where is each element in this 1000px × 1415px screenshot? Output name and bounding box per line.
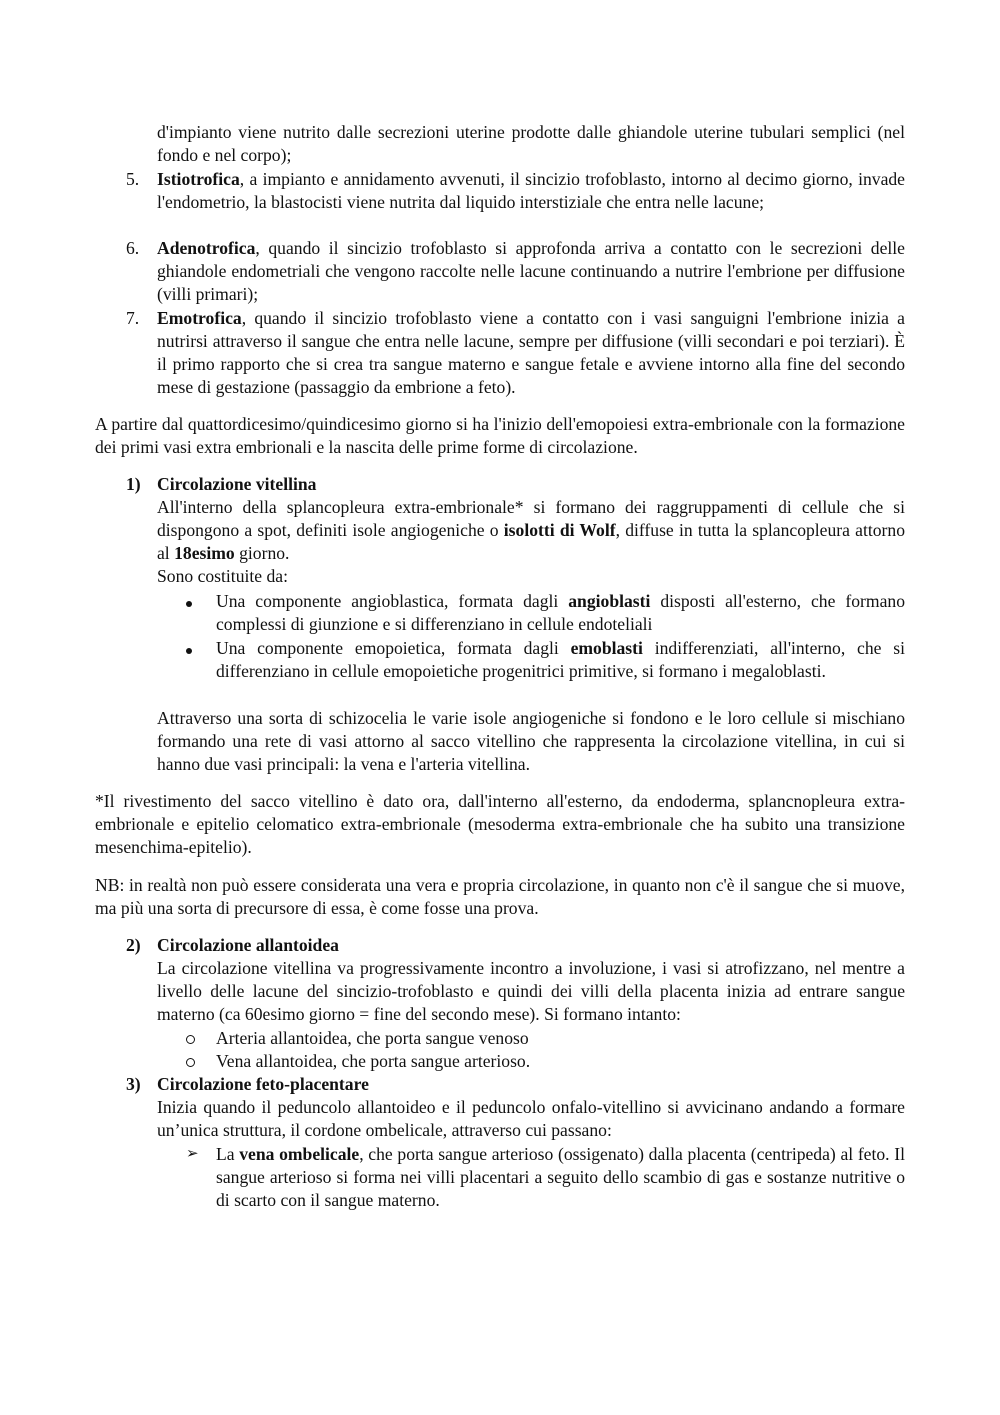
footnote-paragraph: *Il rivestimento del sacco vitellino è dato ora, dall'interno all'esterno, da endoderma, splancnopleura extra-embrionale e epitelio celomatico extra-embrionale (mesoderma extra-embrionale che ha subito una transizione mesenchima-epitelio). [95,791,905,857]
nb-paragraph: NB: in realtà non può essere considerata una vera e propria circolazione, in quanto non c'è il sangue che si muove, ma più una sorta di precursore di essa, è come fosse una prova. [95,875,905,918]
section-number: 1) [126,474,141,494]
bullet-text: Una componente emopoietica, formata dagli emoblasti indifferenziati, all'interno, che si differenziano in cellule emopoietiche progenitrici primitive, si formano i megaloblasti. [216,638,905,681]
list-continuation: d'impianto viene nutrito dalle secrezioni uterine prodotte dalle ghiandole uterine tubulari semplici (nel fondo e nel corpo); [157,122,905,165]
list-number: 7. [126,308,140,328]
arrow-bullet-icon: ➢ [186,1146,199,1162]
paragraph: All'interno della splancopleura extra-embrionale* si formano dei raggruppamenti di cellule che si dispongono a spot, definiti isole angiogeniche o isolotti di Wolf, diffuse in tutta la splancopleura attorno al 18esimo giorno. [157,497,905,563]
list-text: Emotrofica, quando il sincizio trofoblasto viene a contatto con i vasi sanguigni l'embrione inizia a nutrirsi attraverso il sangue che entra nelle lacune, sempre per diffusione (villi secondari e poi terziari). È il primo rapporto che si crea tra sangue materno e sangue fetale e avviene intorno alla fine del secondo mese di gestazione (passaggio da embrione a feto). [157,308,905,397]
section-title: Circolazione vitellina [157,474,317,494]
sub-item-text: Arteria allantoidea, che porta sangue venoso [216,1028,529,1048]
section-title: Circolazione allantoidea [157,935,339,955]
arrow-item-text: La vena ombelicale, che porta sangue arterioso (ossigenato) dalla placenta (centripeda) al feto. Il sangue arterioso si forma nei villi placentari a seguito dello scambio di gas e sostanze nutritive o di scarto con il sangue materno. [216,1144,905,1210]
term: Istiotrofica [157,169,240,189]
paragraph: Inizia quando il peduncolo allantoideo e il peduncolo onfalo-vitellino si avvicinano andando a formare un’unica struttura, il cordone ombelicale, attraverso cui passano: [157,1097,905,1140]
term: Emotrofica [157,308,242,328]
list-text: Adenotrofica, quando il sincizio trofoblasto si approfonda arriva a contatto con le secrezioni delle ghiandole endometriali che vengono raccolte nelle lacune continuando a nutrire l'embrione per diffusione (villi primari); [157,238,905,304]
paragraph: Sono costituite da: [157,566,288,586]
circle-bullet-icon [186,1027,195,1050]
paragraph: La circolazione vitellina va progressivamente incontro a involuzione, i vasi si atrofizzano, nel mentre a livello delle lacune del sincizio-trofoblasto e quindi dei villi della placenta inizia ad entrare sangue materno (ca 60esimo giorno = fine del secondo mese). Si formano intanto: [157,958,905,1024]
list-number: 6. [126,238,140,258]
section-number: 2) [126,935,141,955]
circle-bullet-icon [186,1050,195,1073]
bullet-text: Una componente angioblastica, formata dagli angioblasti disposti all'esterno, che formano complessi di giunzione e si differenziano in cellule endoteliali [216,591,905,634]
bullet-dot-icon [186,637,192,660]
intro-paragraph: A partire dal quattordicesimo/quindicesimo giorno si ha l'inizio dell'emopoiesi extra-embrionale con la formazione dei primi vasi extra embrionali e la nascita delle prime forme di circolazione. [95,414,905,457]
bullet-dot-icon [186,590,192,613]
term: Adenotrofica [157,238,256,258]
list-text: Istiotrofica, a impianto e annidamento avvenuti, il sincizio trofoblasto, intorno al decimo giorno, invade l'endometrio, la blastocisti viene nutrita dal liquido interstiziale che entra nelle lacune; [157,169,905,212]
paragraph: Attraverso una sorta di schizocelia le varie isole angiogeniche si fondono e le loro cellule si mischiano formando una rete di vasi attorno al sacco vitellino che rappresenta la circolazione vitellina, in cui si hanno due vasi principali: la vena e l'arteria vitellina. [157,708,905,774]
list-number: 5. [126,169,140,189]
sub-item-text: Vena allantoidea, che porta sangue arterioso. [216,1051,531,1071]
section-title: Circolazione feto-placentare [157,1074,369,1094]
section-number: 3) [126,1074,141,1094]
section-body [157,473,905,588]
section-body [157,1073,905,1142]
section-body [157,934,905,1026]
